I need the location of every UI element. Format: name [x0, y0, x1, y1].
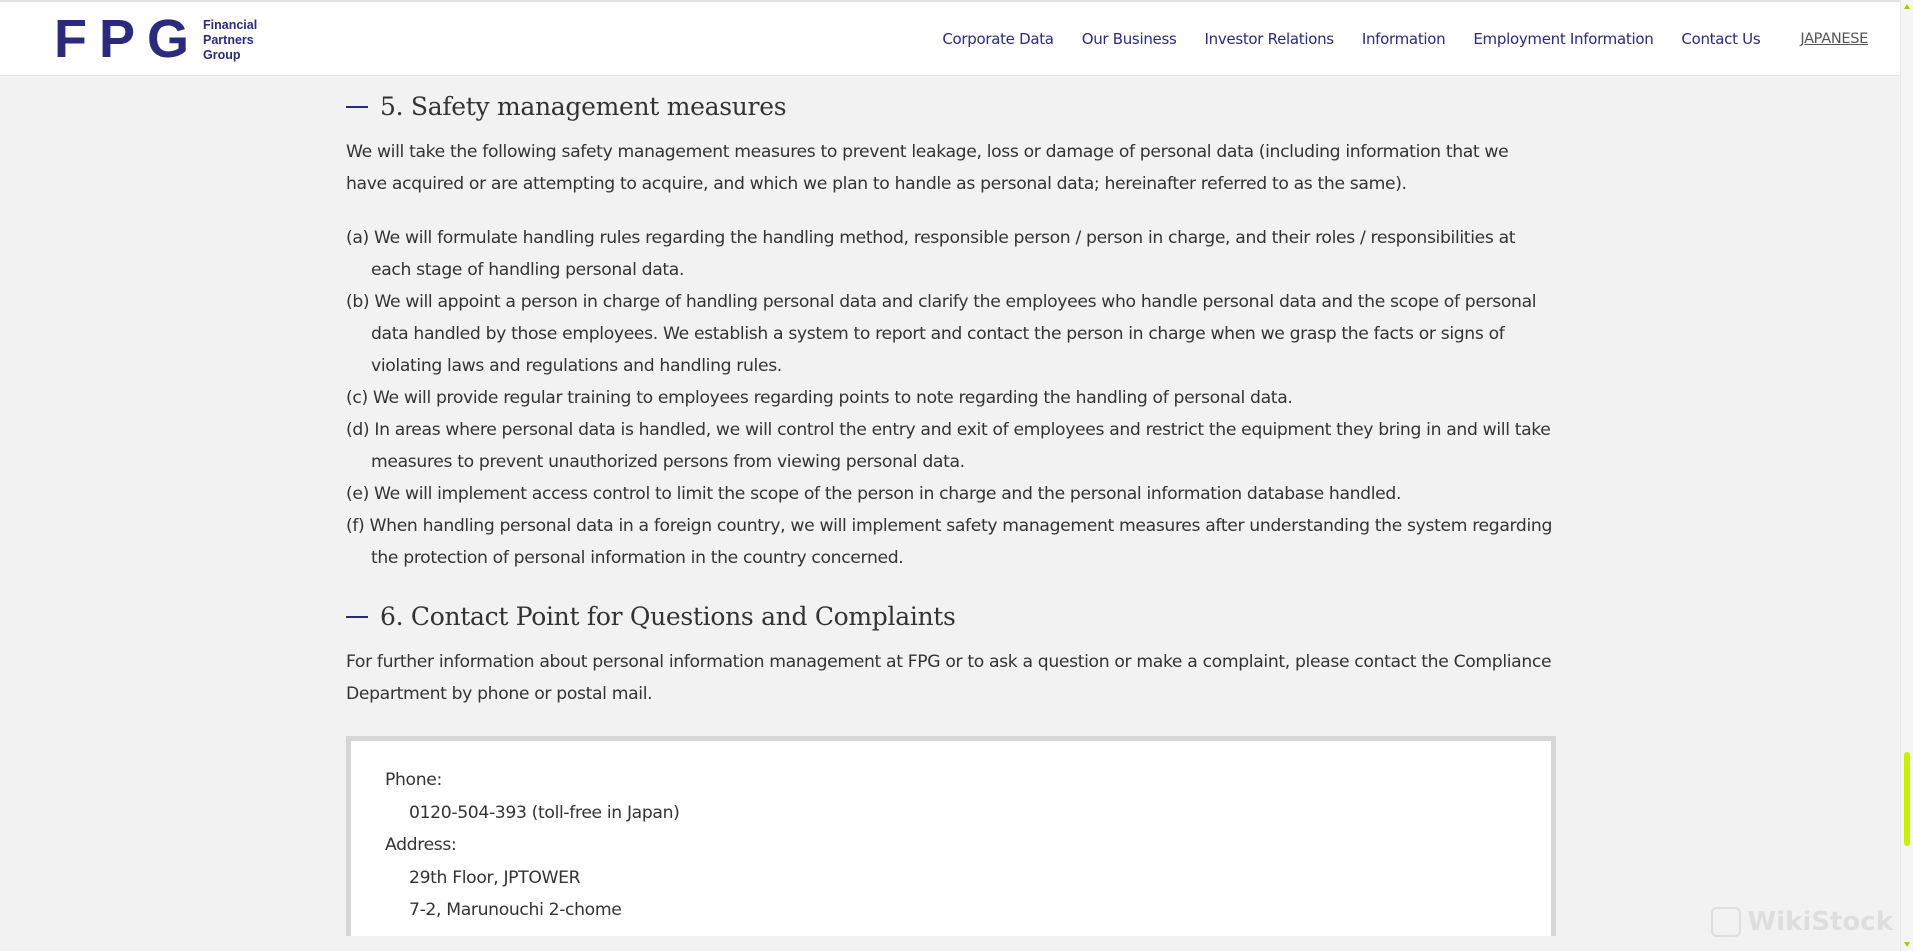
nav-our-business[interactable]: Our Business	[1081, 30, 1177, 48]
spacer	[346, 574, 1554, 586]
watermark-logo-icon	[1711, 907, 1741, 937]
safety-measures-list	[346, 222, 1554, 574]
section-5-heading	[346, 76, 1554, 136]
section-6-title: 6. Contact Point for Questions and Complaints	[380, 601, 956, 631]
logo-line: Financial	[203, 17, 258, 32]
watermark-text: WikiStock	[1747, 907, 1893, 937]
logo-mark: FPG	[54, 16, 202, 64]
contact-info-box	[346, 736, 1556, 936]
logo-wordmark	[203, 18, 257, 63]
page-scrollbar[interactable]	[1900, 0, 1913, 951]
address-label: Address:	[385, 835, 457, 855]
nav-information[interactable]: Information	[1361, 30, 1446, 48]
nav-investor-relations[interactable]: Investor Relations	[1204, 30, 1334, 48]
phone-number[interactable]: 0120-504-393 (toll-free in Japan)	[409, 802, 680, 823]
language-switch-japanese[interactable]: JAPANESE	[1800, 31, 1868, 47]
scrollbar-thumb[interactable]	[1904, 752, 1910, 846]
fpg-logo[interactable]	[54, 16, 257, 64]
list-item: (f) When handling personal data in a foreign country, we will implement safety management measures after understanding the system regarding the protection of personal information in the country concerned.	[346, 516, 1553, 568]
scroll-down-arrow-icon[interactable]	[1904, 942, 1910, 947]
section-5-intro: We will take the following safety management measures to prevent leakage, loss or damage of personal data (including information that we have acquired or are attempting to acquire, and which we plan to handle as personal data; hereinafter referred to as the same).	[346, 142, 1509, 194]
logo-line: Group	[203, 47, 241, 62]
section-5-title: 5. Safety management measures	[380, 91, 787, 121]
heading-dash	[346, 106, 368, 108]
list-item: (a) We will formulate handling rules regarding the handling method, responsible person / person in charge, and their roles / responsibilities at each stage of handling personal data.	[346, 228, 1516, 280]
main-content	[346, 76, 1554, 936]
address-line: 29th Floor, JPTOWER	[409, 867, 581, 888]
heading-dash	[346, 616, 368, 618]
phone-label: Phone:	[385, 770, 442, 790]
section-6-heading	[346, 586, 1554, 646]
address-line: 7-2, Marunouchi 2-chome	[409, 900, 622, 920]
nav-contact-us[interactable]: Contact Us	[1681, 30, 1761, 48]
section-6-intro: For further information about personal information management at FPG or to ask a question or make a complaint, please contact the Compliance Department by phone or postal mail.	[346, 652, 1552, 704]
main-nav	[914, 30, 1868, 48]
logo-line: Partners	[203, 32, 254, 47]
scroll-up-arrow-icon[interactable]	[1904, 4, 1910, 9]
list-item: (d) In areas where personal data is handled, we will control the entry and exit of employees and restrict the equipment they bring in and will take measures to prevent unauthorized persons from viewing personal data.	[346, 420, 1551, 472]
list-item: (e) We will implement access control to limit the scope of the person in charge and the personal information database handled.	[346, 484, 1402, 504]
wikistock-watermark	[1711, 907, 1893, 937]
list-item: (b) We will appoint a person in charge of handling personal data and clarify the employees who handle personal data and the scope of personal data handled by those employees. We establish a system to report and contact the person in charge when we grasp the facts or signs of violating laws and regulations and handling rules.	[346, 292, 1537, 376]
nav-employment-information[interactable]: Employment Information	[1473, 30, 1654, 48]
nav-corporate-data[interactable]: Corporate Data	[942, 30, 1054, 48]
site-header	[0, 0, 1900, 76]
list-item: (c) We will provide regular training to employees regarding points to note regarding the handling of personal data.	[346, 388, 1293, 408]
